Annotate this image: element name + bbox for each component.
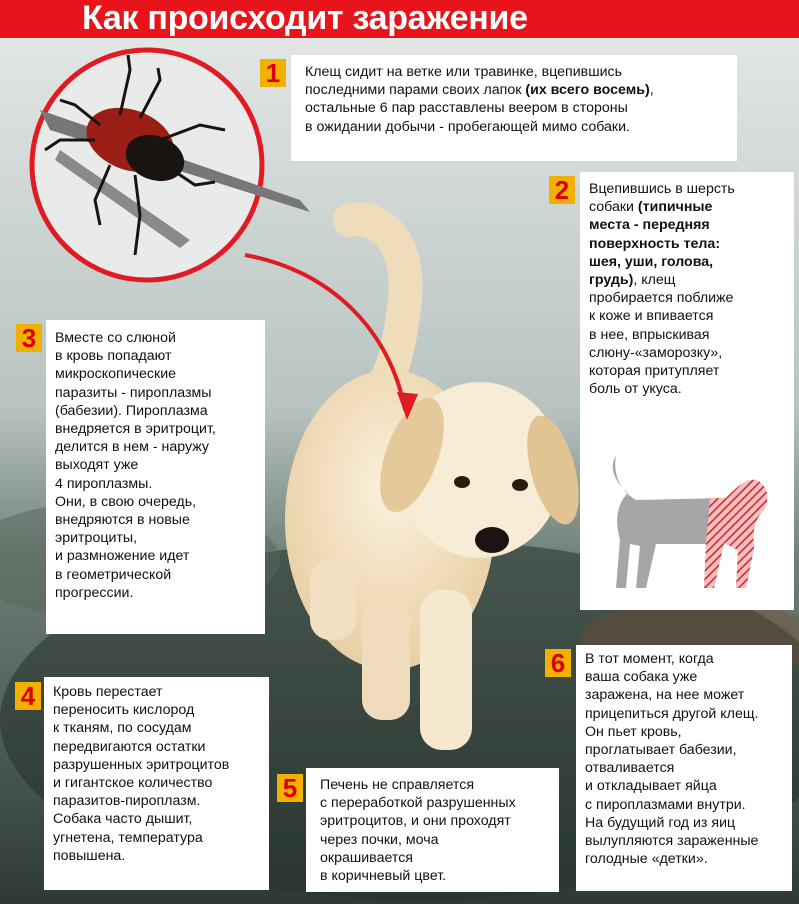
step-1-box [291,55,737,161]
step-6-text: В тот момент, когда ваша собака уже заражена, на нее может прицепиться другой клещ. Он пьет кровь, проглатывает бабезии, отваливается и откладывает яйца с пироплазмами внутри. На будущий год из яиц вылупляются зараженные голодные «детки». [585,651,759,868]
step-4-number: 4 [15,682,41,710]
step-5-number: 5 [277,774,303,802]
title-bar [0,0,799,38]
step-4-box [44,677,269,890]
step-2-text: Вцепившись в шерсть собаки (типичные места - передняя поверхность тела: шея, уши, голова, грудь), клещ пробирается поближе к коже и впивается в нее, впрыскивая слюну-«заморозку», которая притупляет боль от укуса. [589,181,735,398]
step-6-box [576,645,792,891]
step-4-text: Кровь перестает переносить кислород к тканям, по сосудам передвигаются остатки разрушенных эритроцитов и гигантское количество паразитов-пироплазм. Собака часто дышит, угнетена, температура повышена. [53,684,230,864]
step-3-text: Вместе со слюной в кровь попадают микроскопические паразиты - пироплазмы (бабезии). Пироплазма внедряется в эритроцит, делится в нем - наружу выходят уже 4 пироплазмы. Они, в свою очередь, внедряются в новые эритроциты, и размножение идет в геометрической прогрессии. [55,330,216,601]
step-5-box [306,768,559,892]
step-3-box [46,320,265,634]
step-1-text: Клещ сидит на ветке или травинке, вцепившись последними парами своих лапок (их всего восемь), остальные 6 пар расставлены веером в стороны в ожидании добычи - пробегающей мимо собаки. [305,64,654,135]
page-title: Как происходит заражение [82,0,528,37]
dog-silhouette-icon [606,448,772,598]
step-5-text: Печень не справляется с переработкой разрушенных эритроцитов, и они проходят через почки, моча окрашивается в коричневый цвет. [320,777,516,885]
step-1-number: 1 [260,59,286,87]
step-2-number: 2 [549,176,575,204]
step-3-number: 3 [16,324,42,352]
step-6-number: 6 [545,649,571,677]
